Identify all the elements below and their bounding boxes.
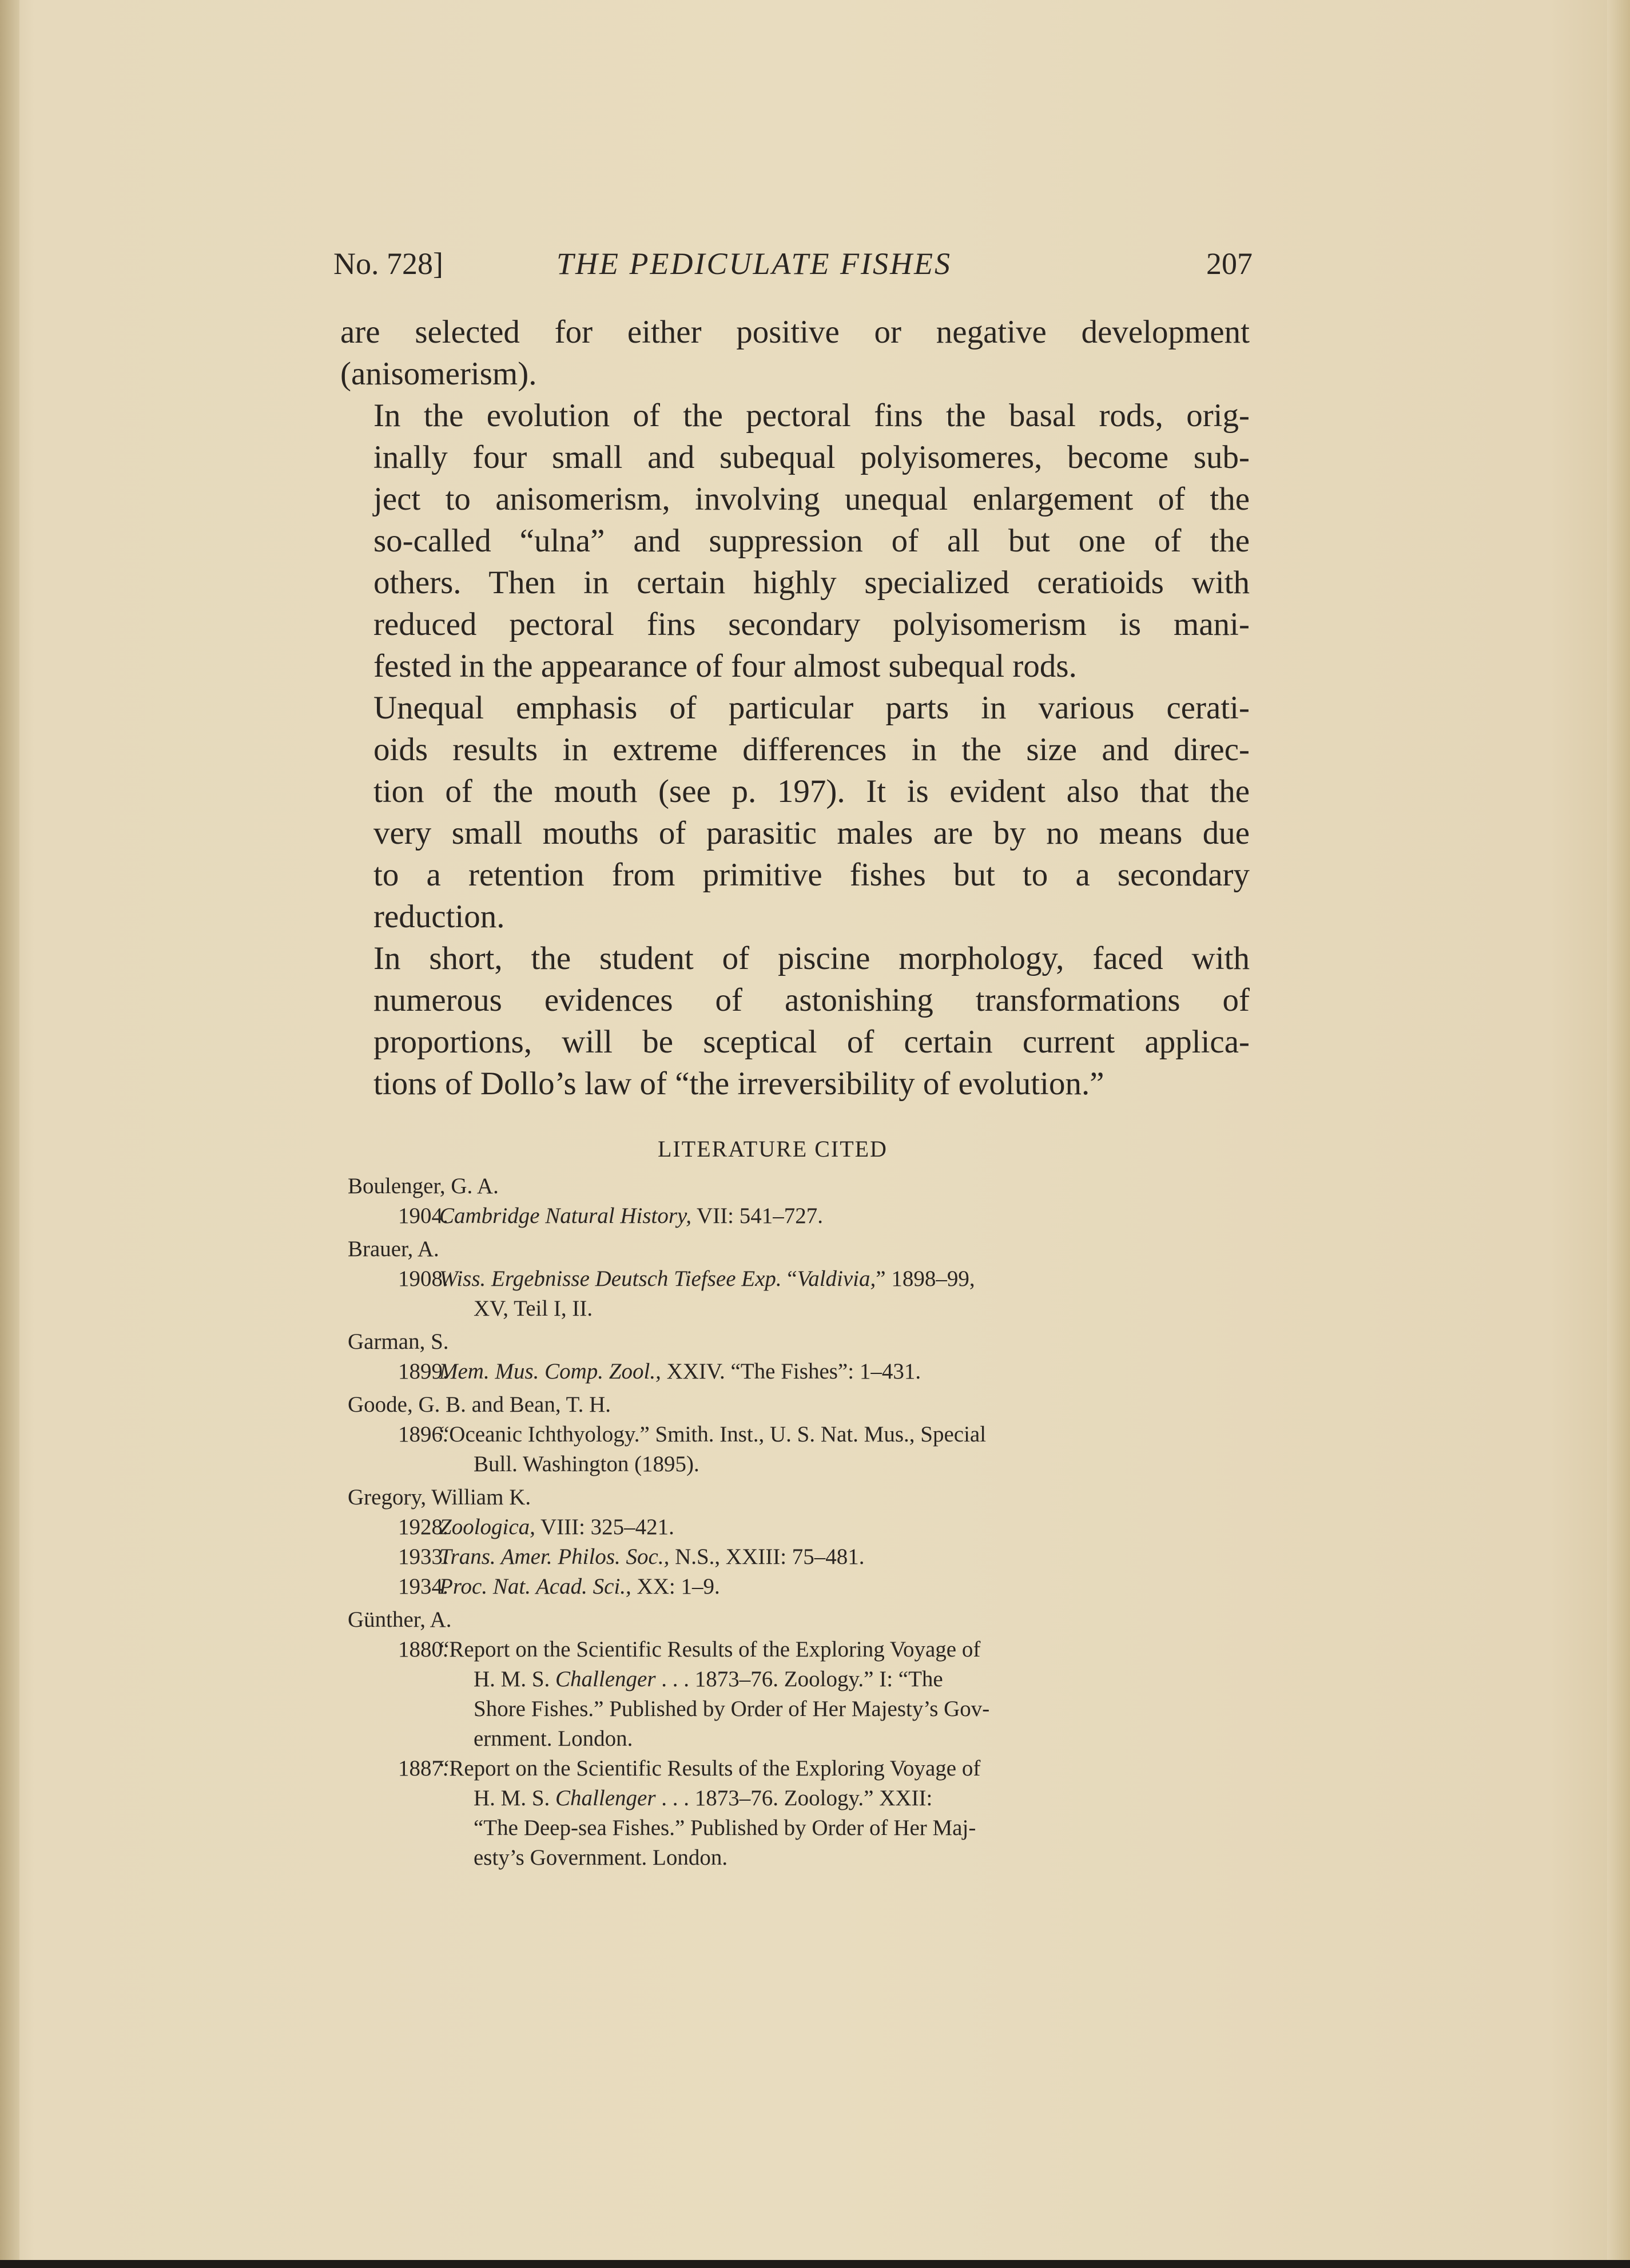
text-line: others. Then in certain highly specialized ceratioids with bbox=[373, 565, 1250, 601]
reference-year: 1899. bbox=[398, 1359, 448, 1384]
reference-line: “The Deep-sea Fishes.” Published by Order of Her Maj- bbox=[474, 1816, 976, 1840]
reference-line: Mem. Mus. Comp. Zool., XXIV. “The Fishes”: 1–431. bbox=[439, 1359, 921, 1384]
paragraph bbox=[340, 311, 1250, 395]
text-line: inally four small and subequal polyisomeres, become sub- bbox=[373, 439, 1250, 475]
text-line: so-called “ulna” and suppression of all but one of the bbox=[373, 523, 1250, 559]
text-line: to a retention from primitive fishes but to a secondary bbox=[373, 857, 1250, 893]
text-line: are selected for either positive or negative development bbox=[340, 314, 1250, 350]
text-line: ject to anisomerism, involving unequal enlargement of the bbox=[373, 481, 1250, 517]
reference-entry bbox=[348, 1512, 1257, 1542]
reference-author: Günther, A. bbox=[348, 1607, 452, 1632]
reference-line: Cambridge Natural History, VII: 541–727. bbox=[439, 1203, 823, 1228]
reference-line: Wiss. Ergebnisse Deutsch Tiefsee Exp. “Valdivia,” 1898–99, bbox=[439, 1266, 975, 1291]
literature-heading-text: LITERATURE CITED bbox=[658, 1136, 888, 1162]
reference-line: Trans. Amer. Philos. Soc., N.S., XXIII: 75–481. bbox=[439, 1544, 865, 1569]
reference-line: Bull. Washington (1895). bbox=[474, 1452, 699, 1476]
reference-entry bbox=[348, 1264, 1257, 1324]
reference-entry bbox=[348, 1542, 1257, 1572]
paragraph bbox=[340, 938, 1250, 1105]
running-title: THE PEDICULATE FISHES bbox=[556, 247, 952, 281]
reference-entry bbox=[348, 1572, 1257, 1602]
page-number: 207 bbox=[1206, 247, 1253, 281]
reference-year: 1908. bbox=[398, 1266, 448, 1291]
text-line: numerous evidences of astonishing transformations of bbox=[373, 982, 1250, 1018]
reference-author: Gregory, William K. bbox=[348, 1485, 531, 1510]
body-text bbox=[340, 311, 1250, 1105]
reference-line: Proc. Nat. Acad. Sci., XX: 1–9. bbox=[439, 1574, 720, 1599]
text-line: In short, the student of piscine morphology, faced with bbox=[373, 940, 1250, 976]
text-line: (anisomerism). bbox=[340, 356, 537, 392]
text-line: very small mouths of parasitic males are by no means due bbox=[373, 815, 1250, 851]
reference-line: “Oceanic Ichthyology.” Smith. Inst., U. S. Nat. Mus., Special bbox=[439, 1422, 987, 1447]
running-header bbox=[333, 246, 1253, 286]
reference-entry bbox=[348, 1420, 1257, 1479]
reference-author: Boulenger, G. A. bbox=[348, 1174, 499, 1198]
reference-entry bbox=[348, 1357, 1257, 1387]
reference-line: Zoologica, VIII: 325–421. bbox=[439, 1515, 674, 1539]
reference-line: Shore Fishes.” Published by Order of Her Majesty’s Gov- bbox=[474, 1697, 990, 1721]
reference-author: Brauer, A. bbox=[348, 1237, 439, 1261]
reference-year: 1934. bbox=[398, 1574, 448, 1599]
text-line: In the evolution of the pectoral fins the basal rods, orig- bbox=[373, 398, 1250, 434]
reference-year: 1904. bbox=[398, 1203, 448, 1228]
reference-year: 1928. bbox=[398, 1515, 448, 1539]
reference-year: 1896. bbox=[398, 1422, 448, 1447]
reference-line: H. M. S. Challenger . . . 1873–76. Zoology.” I: “The bbox=[474, 1667, 943, 1691]
reference-entry bbox=[348, 1635, 1257, 1754]
reference-entry bbox=[348, 1201, 1257, 1231]
reference-author: Goode, G. B. and Bean, T. H. bbox=[348, 1392, 611, 1417]
reference-author: Garman, S. bbox=[348, 1329, 449, 1354]
page-gutter bbox=[0, 0, 19, 2268]
reference-line: H. M. S. Challenger . . . 1873–76. Zoology.” XXII: bbox=[474, 1786, 933, 1810]
reference-line: XV, Teil I, II. bbox=[474, 1296, 593, 1321]
page-edge bbox=[1607, 0, 1630, 2268]
issue-number: No. 728] bbox=[333, 247, 443, 281]
reference-year: 1880. bbox=[398, 1637, 448, 1662]
paragraph bbox=[340, 395, 1250, 687]
reference-year: 1933. bbox=[398, 1544, 448, 1569]
reference-list bbox=[348, 1171, 1257, 1876]
reference-line: esty’s Government. London. bbox=[474, 1845, 728, 1870]
text-line: fested in the appearance of four almost subequal rods. bbox=[373, 648, 1077, 684]
reference-gap bbox=[348, 1873, 1257, 1876]
reference-line: “Report on the Scientific Results of the Exploring Voyage of bbox=[439, 1637, 981, 1662]
text-line: tion of the mouth (see p. 197). It is evident also that the bbox=[373, 773, 1250, 809]
text-line: tions of Dollo’s law of “the irreversibility of evolution.” bbox=[373, 1066, 1104, 1102]
paragraph bbox=[340, 687, 1250, 938]
text-line: proportions, will be sceptical of certain current applica- bbox=[373, 1024, 1250, 1060]
text-line: reduced pectoral fins secondary polyisomerism is mani- bbox=[373, 606, 1250, 642]
reference-entry bbox=[348, 1754, 1257, 1873]
text-line: oids results in extreme differences in the size and direc- bbox=[373, 732, 1250, 768]
text-line: Unequal emphasis of particular parts in various cerati- bbox=[373, 690, 1250, 726]
reference-year: 1887. bbox=[398, 1756, 448, 1781]
reference-line: “Report on the Scientific Results of the Exploring Voyage of bbox=[439, 1756, 981, 1781]
scan-border bbox=[0, 2260, 1630, 2268]
reference-line: ernment. London. bbox=[474, 1726, 633, 1751]
text-line: reduction. bbox=[373, 899, 505, 935]
